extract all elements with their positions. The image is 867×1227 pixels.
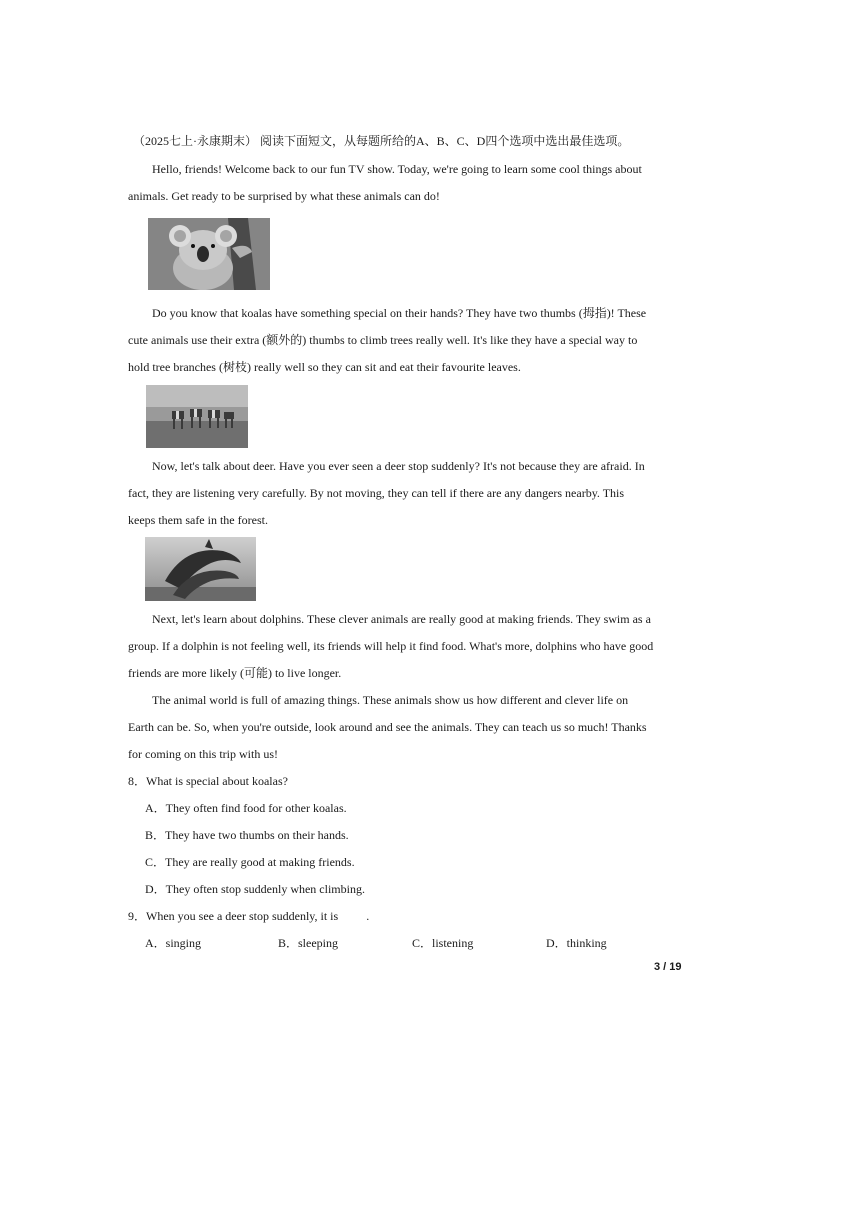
ending-line-1: The animal world is full of amazing things. These animals show us how different and clever life on	[152, 693, 629, 707]
question-9-stem	[128, 908, 369, 924]
dolphin-photo	[145, 537, 256, 601]
question-8-stem: 8．What is special about koalas?	[128, 774, 288, 788]
deer-photo	[146, 385, 248, 448]
koalas-line-2: cute animals use their extra (额外的) thumbs to climb trees really well. It's like they have a special way to	[128, 333, 638, 347]
question-9-option-c: C．listening	[412, 936, 474, 950]
question-9-stem-text: 9．When you see a deer stop suddenly, it is	[128, 909, 339, 923]
question-8-option-d: D．They often stop suddenly when climbing.	[145, 882, 365, 896]
question-8-option-a: A．They often find food for other koalas.	[145, 801, 347, 815]
question-8-option-c: C．They are really good at making friends.	[145, 855, 355, 869]
deer-line-1: Now, let's talk about deer. Have you ever seen a deer stop suddenly? It's not because they are afraid. In	[152, 459, 645, 473]
koala-photo	[148, 218, 270, 290]
dolphins-line-1: Next, let's learn about dolphins. These clever animals are really good at making friends. They swim as a	[152, 612, 651, 626]
question-header: （2025七上·永康期末） 阅读下面短文，从每题所给的A、B、C、D四个选项中选出最佳选项。	[133, 134, 630, 148]
intro-line-2: animals. Get ready to be surprised by what these animals can do!	[128, 189, 440, 203]
intro-line-1: Hello, friends! Welcome back to our fun TV show. Today, we're going to learn some cool things about	[152, 162, 642, 176]
question-9-option-a: A．singing	[145, 936, 202, 950]
question-9-stem-end: .	[366, 909, 370, 923]
koalas-line-1: Do you know that koalas have something special on their hands? They have two thumbs (拇指)! These	[152, 306, 647, 320]
koalas-line-3: hold tree branches (树枝) really well so they can sit and eat their favourite leaves.	[128, 360, 521, 374]
dolphins-line-2: group. If a dolphin is not feeling well, its friends will help it find food. What's more, dolphins who have good	[128, 639, 654, 653]
deer-line-2: fact, they are listening very carefully. By not moving, they can tell if there are any dangers nearby. This	[128, 486, 625, 500]
question-9-option-b: B．sleeping	[278, 936, 338, 950]
question-9-option-d: D．thinking	[546, 936, 607, 950]
question-8-option-b: B．They have two thumbs on their hands.	[145, 828, 349, 842]
dolphins-line-3: friends are more likely (可能) to live longer.	[128, 666, 342, 680]
ending-line-3: for coming on this trip with us!	[128, 747, 278, 761]
ending-line-2: Earth can be. So, when you're outside, look around and see the animals. They can teach us so much! Thanks	[128, 720, 647, 734]
page-number: 3 / 19	[654, 961, 682, 973]
deer-line-3: keeps them safe in the forest.	[128, 513, 268, 527]
